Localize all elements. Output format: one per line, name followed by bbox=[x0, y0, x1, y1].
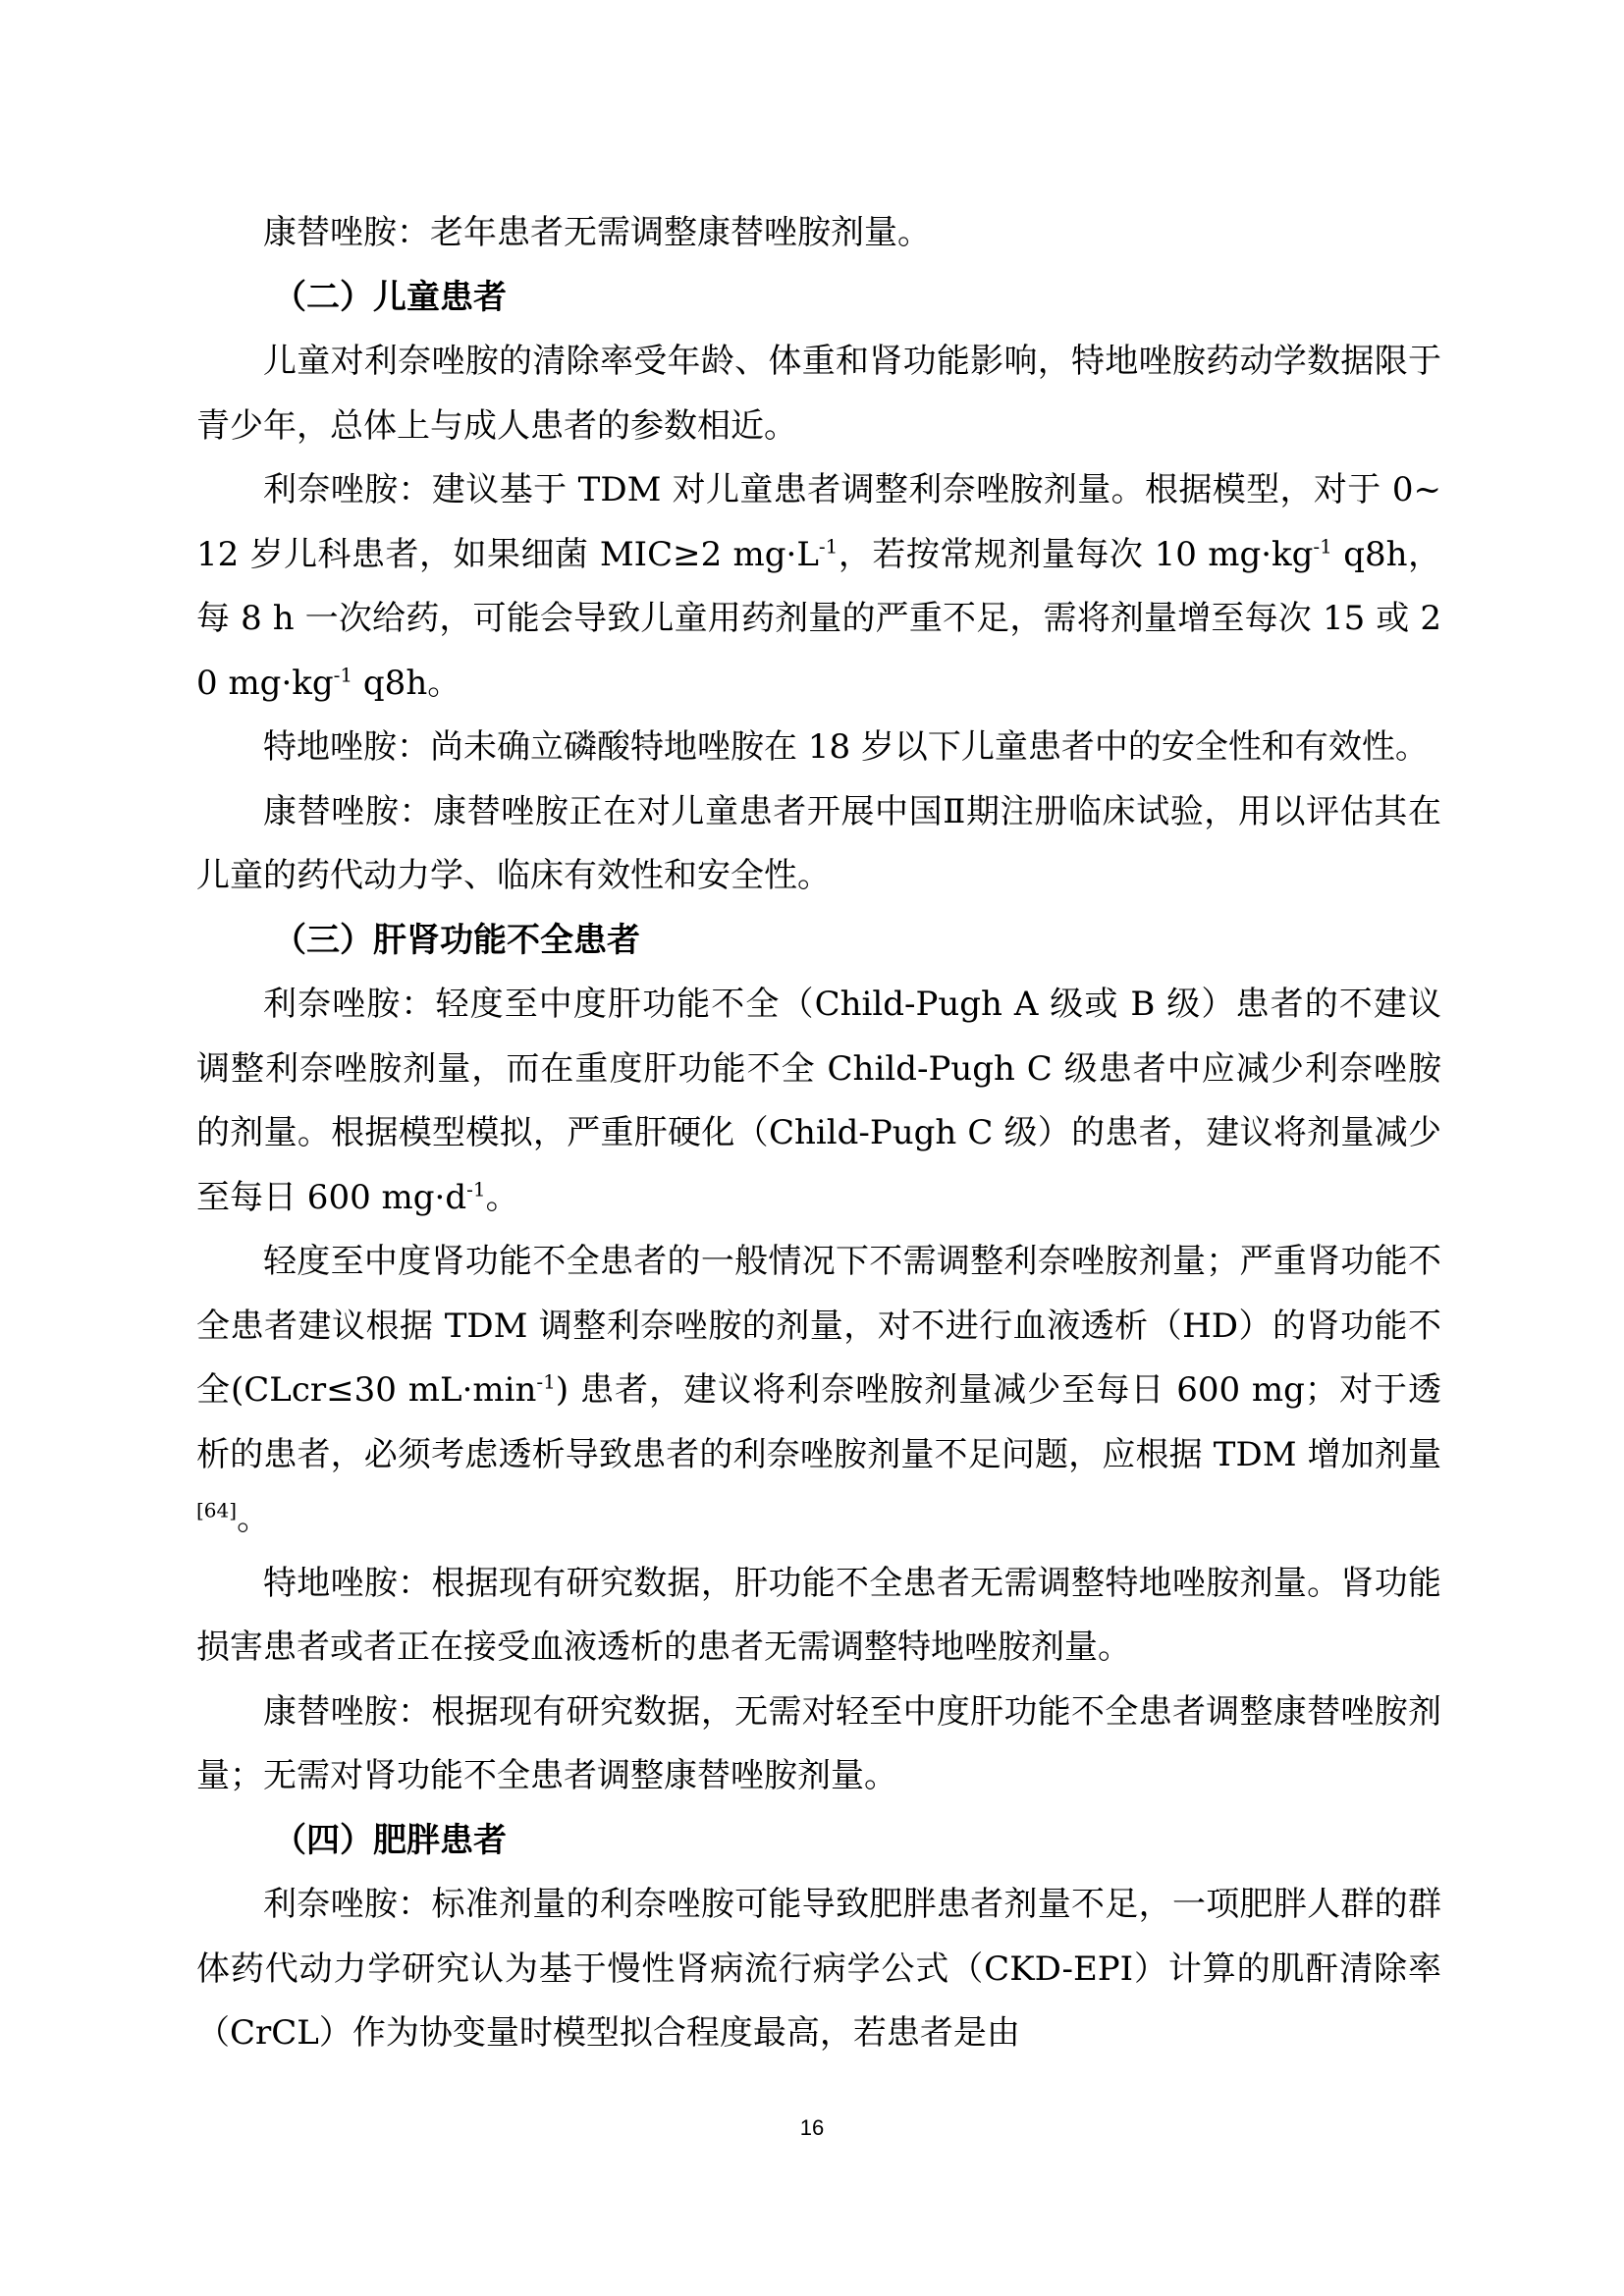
text-run: 康替唑胺：根据现有研究数据，无需对轻至中度肝功能不全患者调整康替唑胺剂量；无需对肾功能不全患者调整康替唑胺剂量。 bbox=[196, 1691, 1441, 1795]
section-heading bbox=[196, 266, 1441, 331]
superscript: [64] bbox=[196, 1498, 238, 1522]
paragraph bbox=[196, 458, 1441, 716]
text-run: 特地唑胺：根据现有研究数据，肝功能不全患者无需调整特地唑胺剂量。肾功能损害患者或者正在接受血液透析的患者无需调整特地唑胺剂量。 bbox=[196, 1563, 1441, 1667]
superscript: -1 bbox=[333, 663, 353, 687]
text-run: （三）肝肾功能不全患者 bbox=[273, 920, 640, 960]
superscript: -1 bbox=[1313, 534, 1332, 559]
paragraph bbox=[196, 1230, 1441, 1552]
text-run: 康替唑胺：康替唑胺正在对儿童患者开展中国Ⅱ期注册临床试验，用以评估其在儿童的药代动力学、临床有效性和安全性。 bbox=[196, 791, 1441, 895]
section-heading bbox=[196, 909, 1441, 974]
body-text bbox=[196, 201, 1441, 2066]
paragraph bbox=[196, 330, 1441, 458]
text-run: 特地唑胺：尚未确立磷酸特地唑胺在 18 岁以下儿童患者中的安全性和有效性。 bbox=[263, 727, 1429, 767]
section-heading bbox=[196, 1809, 1441, 1874]
paragraph bbox=[196, 780, 1441, 909]
page-number: 16 bbox=[799, 2115, 825, 2140]
text-run: （二）儿童患者 bbox=[273, 277, 507, 317]
text-run: q8h。 bbox=[352, 663, 461, 703]
paragraph bbox=[196, 201, 1441, 266]
text-run: 。 bbox=[485, 1177, 519, 1217]
text-run: 儿童对利奈唑胺的清除率受年龄、体重和肾功能影响，特地唑胺药动学数据限于青少年，总体上与成人患者的参数相近。 bbox=[196, 342, 1441, 446]
text-run: 利奈唑胺：轻度至中度肝功能不全（Child-Pugh A 级或 B 级）患者的不建议调整利奈唑胺剂量，而在重度肝功能不全 Child-Pugh C 级患者中应减少利奈唑胺的剂量。根据模型模拟，严重肝硬化（Child-Pugh C 级）的患者，建议将剂量减少至每日 600 mg·d bbox=[196, 985, 1441, 1217]
text-run: 。 bbox=[237, 1499, 271, 1538]
paragraph bbox=[196, 1552, 1441, 1681]
text-run: 利奈唑胺：标准剂量的利奈唑胺可能导致肥胖患者剂量不足，一项肥胖人群的群体药代动力学研究认为基于慢性肾病流行病学公式（CKD-EPI）计算的肌酐清除率（CrCL）作为协变量时模型拟合程度最高，若患者是由 bbox=[196, 1885, 1441, 2053]
superscript: -1 bbox=[466, 1177, 486, 1201]
superscript: -1 bbox=[536, 1369, 556, 1394]
paragraph bbox=[196, 716, 1441, 780]
text-run: 康替唑胺：老年患者无需调整康替唑胺剂量。 bbox=[263, 213, 931, 252]
paragraph bbox=[196, 1873, 1441, 2066]
text-run: 轻度至中度肾功能不全患者的一般情况下不需调整利奈唑胺剂量；严重肾功能不全患者建议根据 TDM 调整利奈唑胺的剂量，对不进行血液透析（HD）的肾功能不全(CLcr≤30 mL·min bbox=[196, 1242, 1441, 1410]
superscript: -1 bbox=[818, 534, 839, 559]
paragraph bbox=[196, 1681, 1441, 1809]
text-run: （四）肥胖患者 bbox=[273, 1820, 507, 1860]
text-run: q8h，每 8 h 一次给药，可能会导致儿童用药剂量的严重不足，需将剂量增至每次 15 或 20 mg·kg bbox=[196, 534, 1441, 703]
text-run: ，若按常规剂量每次 10 mg·kg bbox=[838, 534, 1314, 574]
paragraph bbox=[196, 973, 1441, 1230]
text-run: ) 患者，建议将利奈唑胺剂量减少至每日 600 mg；对于透析的患者，必须考虑透析导致患者的利奈唑胺剂量不足问题，应根据 TDM 增加剂量 bbox=[196, 1370, 1441, 1474]
text-run: 利奈唑胺：建议基于 TDM 对儿童患者调整利奈唑胺剂量。根据模型，对于 0~12 岁儿科患者，如果细菌 MIC≥2 mg·L bbox=[196, 470, 1441, 574]
